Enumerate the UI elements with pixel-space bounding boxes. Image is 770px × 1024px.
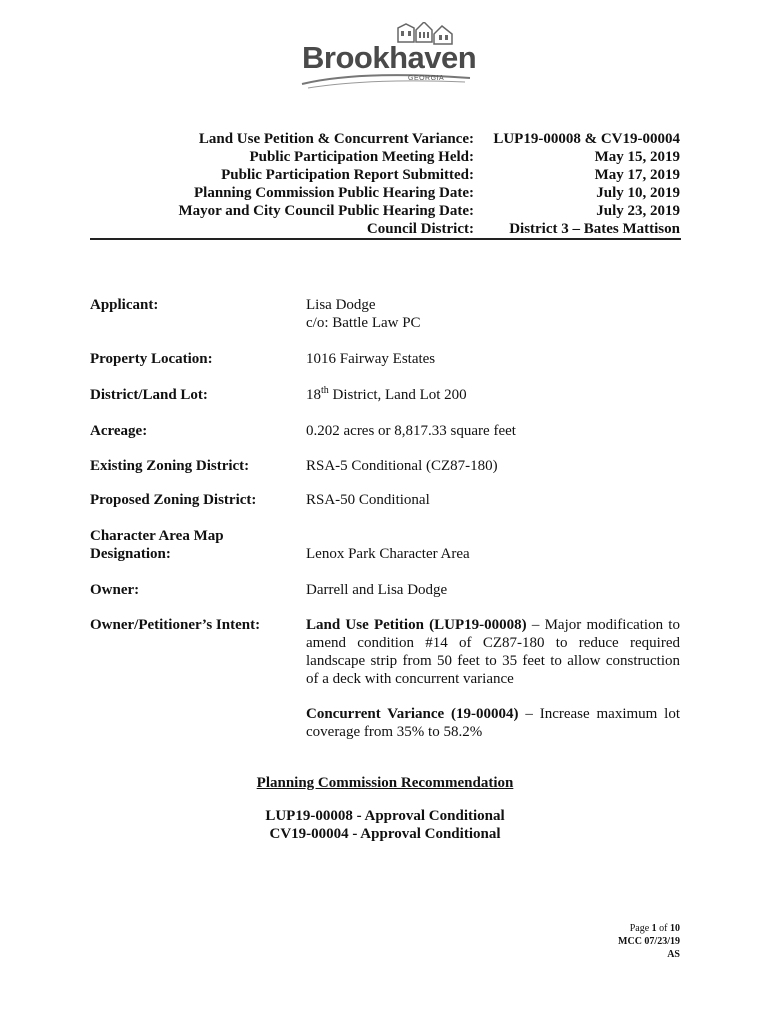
owner-value: Darrell and Lisa Dodge [306, 582, 448, 598]
intent-land-use-title: Land Use Petition (LUP19-00008) [306, 617, 527, 633]
acreage-value: 0.202 acres or 8,817.33 square feet [306, 423, 516, 439]
intent-land-use-text: – Major modification to amend condition #14 of CZ87-180 to reduce required landscape strip from 50 feet to 35 feet to allow construction of a deck with concurrent variance [306, 617, 680, 687]
header-value-council-hearing: July 23, 2019 [596, 203, 680, 219]
header-label-meeting-held: Public Participation Meeting Held: [249, 149, 474, 165]
header-value-report-submitted: May 17, 2019 [594, 167, 680, 183]
district-ordinal: th [321, 385, 329, 396]
author-initials: AS [667, 949, 680, 960]
header-value-petition: LUP19-00008 & CV19-00004 [493, 131, 680, 147]
page-prefix: Page [629, 923, 652, 934]
logo-wordmark: Brookhaven [302, 40, 477, 75]
character-area-label-line1: Character Area Map [90, 528, 224, 544]
page-number: 1 [651, 923, 657, 934]
page-of: of [656, 923, 670, 934]
logo-subtitle: GEORGIA [408, 75, 445, 82]
header-label-planning-hearing: Planning Commission Public Hearing Date: [193, 185, 474, 201]
applicant-label: Applicant: [90, 297, 159, 313]
intent-land-use-paragraph [306, 616, 680, 688]
recommendation-cv: CV19-00004 - Approval Conditional [269, 826, 501, 842]
header-label-council-hearing: Mayor and City Council Public Hearing Date: [178, 203, 474, 219]
meeting-code: MCC 07/23/19 [618, 936, 680, 947]
intent-variance-title: Concurrent Variance (19-00004) [306, 706, 519, 722]
header-value-planning-hearing: July 10, 2019 [596, 185, 680, 201]
intent-label: Owner/Petitioner’s Intent: [90, 617, 261, 633]
page-indicator [630, 922, 680, 935]
header-divider [90, 238, 681, 240]
applicant-name: Lisa Dodge [306, 297, 376, 313]
page-total: 10 [670, 923, 680, 934]
character-area-value: Lenox Park Character Area [306, 546, 470, 562]
proposed-zoning-value: RSA-50 Conditional [306, 492, 430, 508]
header-value-meeting-held: May 15, 2019 [594, 149, 680, 165]
header-label-council-district: Council District: [366, 221, 474, 237]
district-number: 18 [306, 387, 321, 403]
recommendation-heading: Planning Commission Recommendation [256, 775, 514, 791]
header-label-petition: Land Use Petition & Concurrent Variance: [198, 131, 474, 147]
brookhaven-logo [300, 22, 475, 92]
character-area-label-line2: Designation: [90, 546, 171, 562]
intent-variance-text: – Increase maximum lot coverage from 35% to 58.2% [306, 706, 681, 740]
header-value-council-district: District 3 – Bates Mattison [509, 221, 680, 237]
proposed-zoning-label: Proposed Zoning District: [90, 492, 257, 508]
property-location-label: Property Location: [90, 351, 213, 367]
district-land-lot-value [306, 386, 467, 404]
existing-zoning-value: RSA-5 Conditional (CZ87-180) [306, 458, 498, 474]
header-label-report-submitted: Public Participation Report Submitted: [221, 167, 474, 183]
acreage-label: Acreage: [90, 423, 148, 439]
district-land-lot-text: District, Land Lot 200 [328, 387, 467, 403]
recommendation-lup: LUP19-00008 - Approval Conditional [265, 808, 505, 824]
existing-zoning-label: Existing Zoning District: [90, 458, 250, 474]
applicant-care-of: c/o: Battle Law PC [306, 315, 421, 331]
intent-variance-paragraph [306, 705, 680, 741]
property-location-value: 1016 Fairway Estates [306, 351, 436, 367]
owner-label: Owner: [90, 582, 140, 598]
district-land-lot-label: District/Land Lot: [90, 387, 208, 403]
